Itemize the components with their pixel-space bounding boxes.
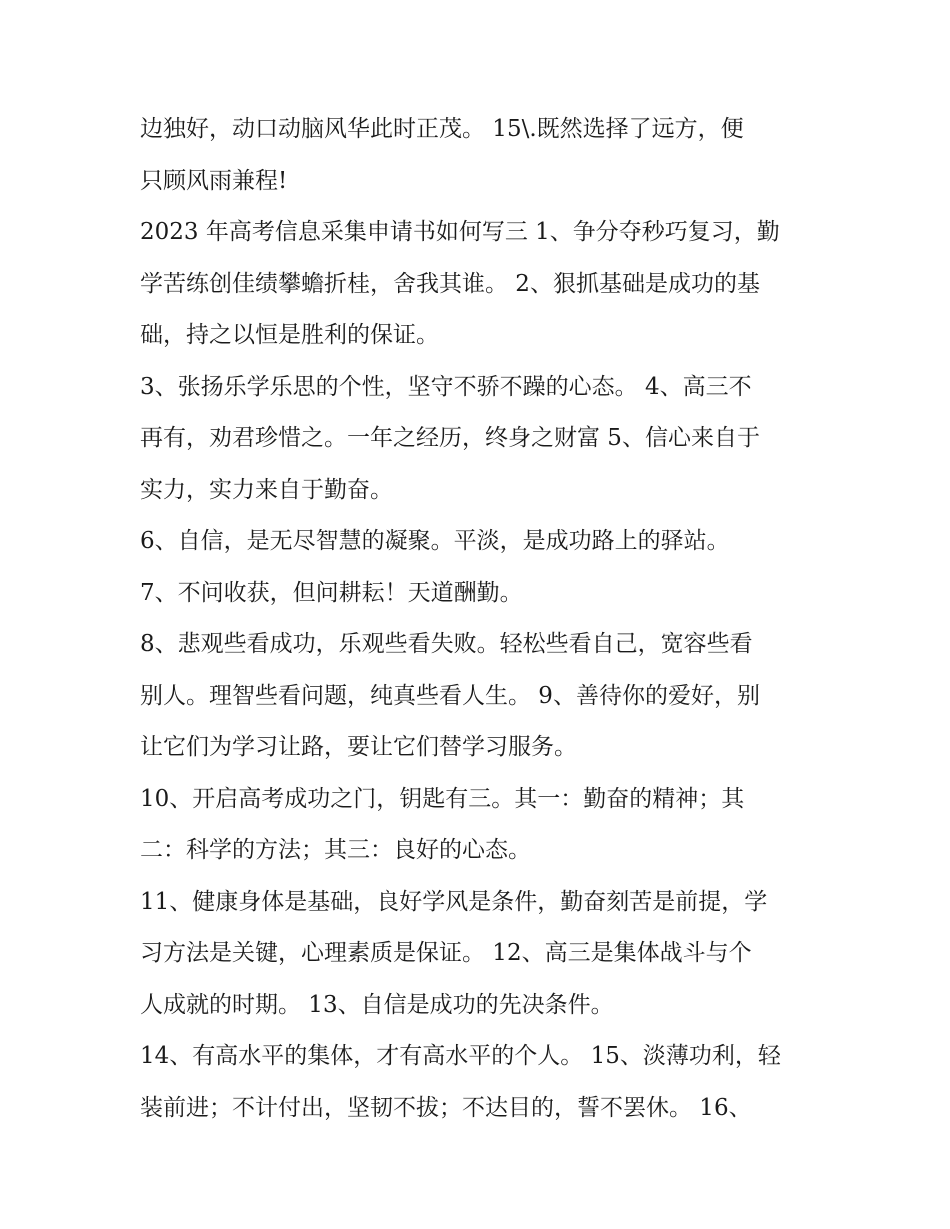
text-line-15: 二：科学的方法；其三：良好的心态。 — [140, 837, 531, 863]
text-line-5: 础，持之以恒是胜利的保证。 — [140, 322, 439, 348]
text-line-8: 实力，实力来自于勤奋。 — [140, 476, 393, 503]
text-line-1: 边独好，动口动脑风华此时正茂。 15\.既然选择了远方，便 — [140, 116, 744, 142]
text-line-11: 8、悲观些看成功，乐观些看失败。轻松些看自己，宽容些看 — [140, 631, 753, 657]
text-line-10: 7、不问收获，但问耕耘！天道酬勤。 — [140, 579, 523, 606]
text-line-9: 6、自信，是无尽智慧的凝聚。平淡，是成功路上的驿站。 — [140, 528, 730, 554]
text-line-19: 14、有高水平的集体，才有高水平的个人。 15、淡薄功利，轻 — [140, 1043, 781, 1069]
text-line-7: 再有，劝君珍惜之。一年之经历，终身之财富 5、信心来自于 — [140, 425, 760, 451]
text-line-4: 学苦练创佳绩攀蟾折桂，舍我其谁。 2、狠抓基础是成功的基 — [140, 270, 760, 297]
text-line-3: 2023 年高考信息采集申请书如何写三 1、争分夺秒巧复习，勤 — [140, 219, 780, 245]
text-line-13: 让它们为学习让路，要让它们替学习服务。 — [140, 734, 577, 760]
text-line-14: 10、开启高考成功之门，钥匙有三。其一：勤奋的精神；其 — [140, 785, 745, 812]
text-line-17: 习方法是关键，心理素质是保证。 12、高三是集体战斗与个 — [140, 940, 752, 966]
text-line-6: 3、张扬乐学乐思的个性，坚守不骄不躁的心态。 4、高三不 — [140, 373, 752, 400]
text-line-12: 别人。理智些看问题，纯真些看人生。 9、善待你的爱好，别 — [140, 682, 760, 709]
text-line-20: 装前进；不计付出，坚韧不拔；不达目的，誓不罢休。 16、 — [140, 1094, 752, 1121]
document-body — [140, 104, 820, 1134]
text-line-18: 人成就的时期。 13、自信是成功的先决条件。 — [140, 991, 614, 1018]
text-line-16: 11、健康身体是基础，良好学风是条件，勤奋刻苦是前提，学 — [140, 888, 768, 915]
text-line-2: 只顾风雨兼程! — [140, 167, 288, 194]
